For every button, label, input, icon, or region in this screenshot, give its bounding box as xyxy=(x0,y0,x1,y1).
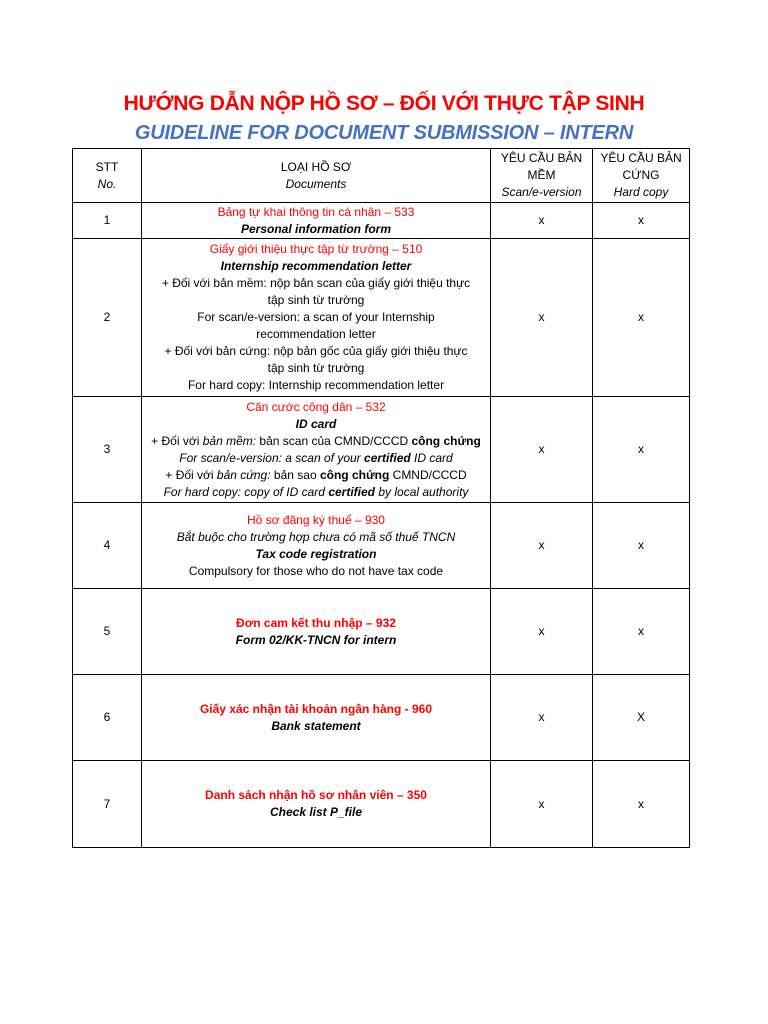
row-number: 3 xyxy=(73,397,142,503)
soft-copy-mark: x xyxy=(491,589,593,675)
document-english-name: Tax code registration xyxy=(255,546,377,561)
soft-copy-mark: x xyxy=(491,239,593,397)
header-hard-line1: YÊU CẦU BẢN xyxy=(600,151,682,165)
document-english-name: ID card xyxy=(295,416,337,431)
hard-copy-mark: x xyxy=(593,761,690,848)
document-note xyxy=(146,484,486,501)
table-row xyxy=(73,589,690,675)
document-table xyxy=(72,148,690,848)
document-note: + Đối với bản mềm: nộp bản scan của giấy giới thiệu thực xyxy=(161,276,471,290)
document-note xyxy=(146,467,486,484)
header-hard-copy xyxy=(593,149,690,203)
note-part: công chứng xyxy=(411,433,481,448)
row-number: 5 xyxy=(73,589,142,675)
document-cell xyxy=(142,589,491,675)
header-soft-line2: MỀM xyxy=(527,168,556,182)
document-note: tập sinh từ trường xyxy=(267,293,365,307)
row-number: 4 xyxy=(73,503,142,589)
row-number: 2 xyxy=(73,239,142,397)
note-part: For hard copy: copy of ID card xyxy=(163,484,329,499)
document-title: Giấy giới thiệu thực tập từ trường – 510 xyxy=(209,242,423,256)
soft-copy-mark: x xyxy=(491,203,593,239)
document-note: For hard copy: Internship recommendation letter xyxy=(187,378,445,392)
note-part: bản scan của CMND/CCCD xyxy=(256,433,412,448)
page-title-english: GUIDELINE FOR DOCUMENT SUBMISSION – INTERN xyxy=(134,122,634,144)
document-title: Căn cước công dân – 532 xyxy=(246,399,386,414)
header-documents-label: Documents xyxy=(285,176,347,191)
header-loai-label: LOẠI HỒ SƠ xyxy=(280,159,352,174)
note-part: CMND/CCCD xyxy=(389,467,467,482)
document-title: Giấy xác nhận tài khoản ngân hàng - 960 xyxy=(199,701,433,716)
header-soft-en: Scan/e-version xyxy=(501,185,582,199)
soft-copy-mark: x xyxy=(491,675,593,761)
document-cell xyxy=(142,397,491,503)
soft-copy-mark: x xyxy=(491,503,593,589)
table-row xyxy=(73,675,690,761)
hard-copy-mark: x xyxy=(593,589,690,675)
soft-copy-mark: x xyxy=(491,397,593,503)
hard-copy-mark: x xyxy=(593,503,690,589)
header-hard-en: Hard copy xyxy=(613,185,669,199)
header-stt xyxy=(73,149,142,203)
table-row xyxy=(73,239,690,397)
note-part: certified xyxy=(328,484,376,499)
header-stt-label: STT xyxy=(95,159,119,174)
note-part: công chứng xyxy=(319,467,390,482)
note-part: For scan/e-version: a scan of your xyxy=(179,450,365,465)
hard-copy-mark: x xyxy=(593,239,690,397)
table-header-row xyxy=(73,149,690,203)
header-soft-line1: YÊU CẦU BẢN xyxy=(500,151,583,165)
table-row xyxy=(73,203,690,239)
document-english-name: Check list P_file xyxy=(269,805,363,819)
table-row xyxy=(73,761,690,848)
row-number: 7 xyxy=(73,761,142,848)
header-hard-line2: CỨNG xyxy=(622,168,660,182)
document-english-name: Personal information form xyxy=(240,221,392,236)
document-cell xyxy=(142,675,491,761)
row-number: 1 xyxy=(73,203,142,239)
header-soft-copy xyxy=(491,149,593,203)
document-english-name: Internship recommendation letter xyxy=(220,259,412,273)
page-title-vietnamese: HƯỚNG DẪN NỘP HỒ SƠ – ĐỐI VỚI THỰC TẬP SINH xyxy=(123,92,645,115)
document-title: Bảng tự khai thông tin cá nhân – 533 xyxy=(217,204,415,219)
document-note: Bắt buộc cho trường hợp chưa có mã số thuế TNCN xyxy=(176,529,456,544)
header-documents xyxy=(142,149,491,203)
note-part: + Đối với xyxy=(151,433,203,448)
note-part: bản mềm: xyxy=(202,433,257,448)
document-note: Compulsory for those who do not have tax code xyxy=(188,563,444,578)
document-note: + Đối với bản cứng: nộp bản gốc của giấy giới thiệu thực xyxy=(164,344,468,358)
document-cell xyxy=(142,761,491,848)
row-number: 6 xyxy=(73,675,142,761)
soft-copy-mark: x xyxy=(491,761,593,848)
note-part: bản sao xyxy=(270,467,320,482)
document-english-name: Bank statement xyxy=(271,718,361,733)
hard-copy-mark: x xyxy=(593,203,690,239)
document-cell xyxy=(142,503,491,589)
document-title: Hồ sơ đăng ký thuế – 930 xyxy=(247,512,385,527)
document-cell xyxy=(142,239,491,397)
note-part: by local authority xyxy=(375,484,469,499)
note-part: ID card xyxy=(410,450,453,465)
document-title: Danh sách nhận hồ sơ nhân viên – 350 xyxy=(205,788,427,802)
table-row xyxy=(73,397,690,503)
note-part: certified xyxy=(364,450,411,465)
document-english-name: Form 02/KK-TNCN for intern xyxy=(235,632,397,647)
hard-copy-mark: x xyxy=(593,397,690,503)
hard-copy-mark: X xyxy=(593,675,690,761)
document-note: For scan/e-version: a scan of your Internship xyxy=(197,310,435,324)
header-no-label: No. xyxy=(97,176,117,191)
document-note xyxy=(146,450,486,467)
document-note: tập sinh từ trường xyxy=(267,361,365,375)
document-note: recommendation letter xyxy=(256,327,376,341)
note-part: + Đối với xyxy=(165,467,217,482)
note-part: bản cứng: xyxy=(216,467,271,482)
table-row xyxy=(73,503,690,589)
document-cell xyxy=(142,203,491,239)
document-title: Đơn cam kết thu nhập – 932 xyxy=(236,615,396,630)
document-note xyxy=(146,433,486,450)
